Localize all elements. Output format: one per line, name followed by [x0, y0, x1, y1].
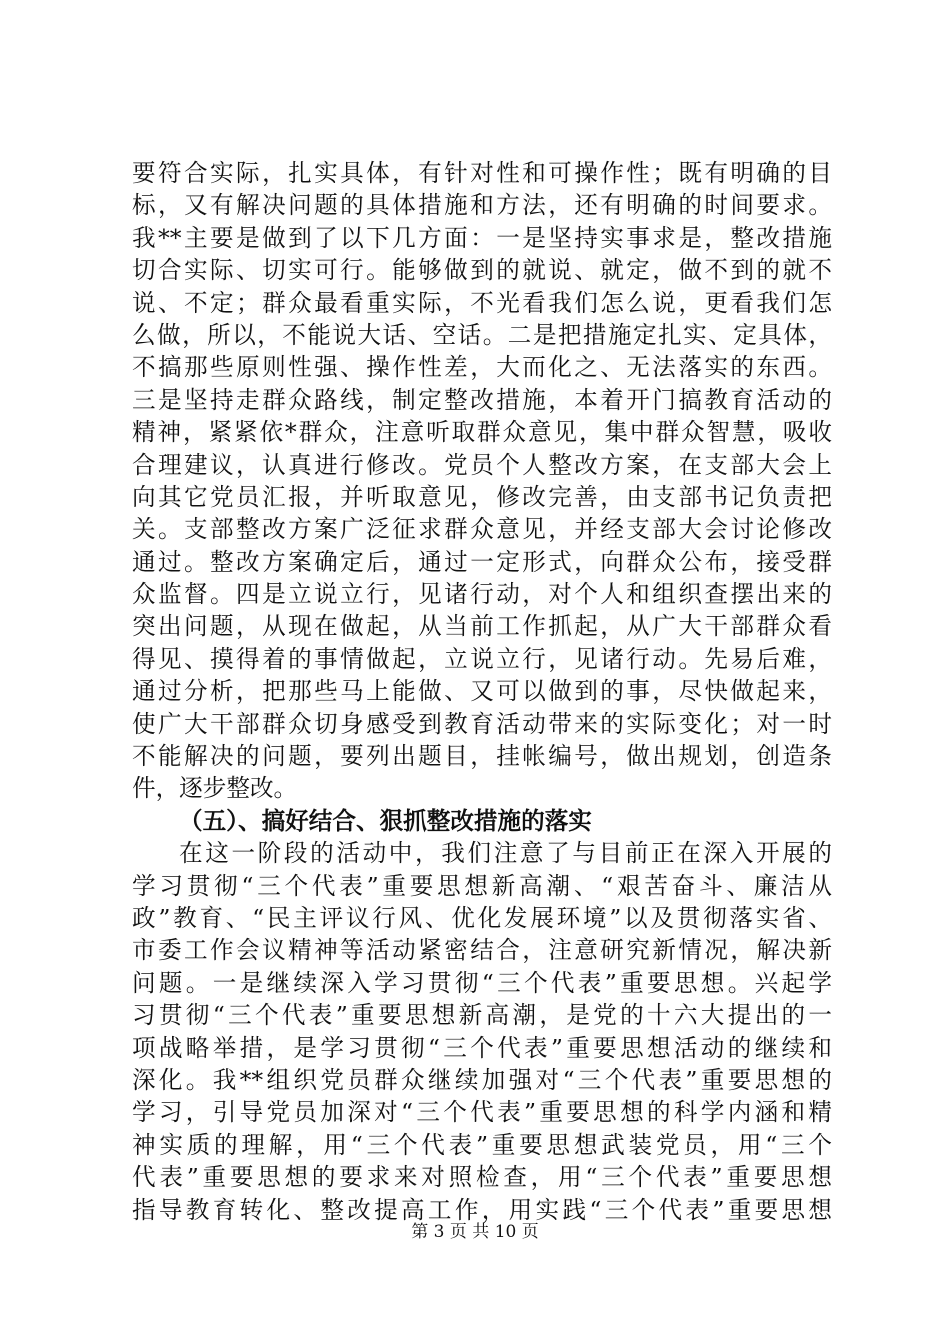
- text-line: 神实质的理解，用“三个代表”重要思想武装党员，用“三个: [132, 1130, 832, 1159]
- text-line: 精神，紧紧依*群众，注意听取群众意见，集中群众智慧，吸收: [132, 418, 832, 447]
- text-line: 得见、摸得着的事情做起，立说立行，见诸行动。先易后难，: [132, 644, 832, 673]
- text-line: 切合实际、切实可行。能够做到的就说、就定，做不到的就不: [132, 256, 832, 285]
- text-line: 众监督。四是立说立行，见诸行动，对个人和组织查摆出来的: [132, 580, 832, 609]
- text-line: 问题。一是继续深入学习贯彻“三个代表”重要思想。兴起学: [132, 968, 832, 997]
- text-line: 使广大干部群众切身感受到教育活动带来的实际变化；对一时: [132, 709, 832, 738]
- document-body: [132, 157, 832, 1226]
- text-line: 政”教育、“民主评议行风、优化发展环境”以及贯彻落实省、: [132, 903, 832, 932]
- paragraph-first-line: 在这一阶段的活动中，我们注意了与目前正在深入开展的: [179, 839, 832, 868]
- text-line: 习贯彻“三个代表”重要思想新高潮，是党的十六大提出的一: [132, 1001, 832, 1030]
- text-line: 三是坚持走群众路线，制定整改措施，本着开门搞教育活动的: [132, 385, 832, 414]
- text-line: 关。支部整改方案广泛征求群众意见，并经支部大会讨论修改: [132, 515, 832, 544]
- text-line: 代表”重要思想的要求来对照检查，用“三个代表”重要思想: [132, 1163, 832, 1192]
- text-line: 学习贯彻“三个代表”重要思想新高潮、“艰苦奋斗、廉洁从: [132, 871, 832, 900]
- text-line: 深化。我**组织党员群众继续加强对“三个代表”重要思想的: [132, 1065, 832, 1094]
- text-line: 要符合实际，扎实具体，有针对性和可操作性；既有明确的目: [132, 159, 832, 187]
- text-line: 不能解决的问题，要列出题目，挂帐编号，做出规划，创造条: [132, 742, 832, 771]
- text-line: 项战略举措，是学习贯彻“三个代表”重要思想活动的继续和: [132, 1033, 832, 1062]
- text-line: 向其它党员汇报，并听取意见，修改完善，由支部书记负责把: [132, 482, 832, 511]
- text-line: 说、不定；群众最看重实际，不光看我们怎么说，更看我们怎: [132, 288, 832, 317]
- text-line: 指导教育转化、整改提高工作，用实践“三个代表”重要思想: [132, 1195, 832, 1224]
- text-line: 么做，所以，不能说大话、空话。二是把措施定扎实、定具体，: [132, 320, 832, 349]
- text-line: 标，又有解决问题的具体措施和方法，还有明确的时间要求。: [132, 191, 832, 220]
- text-line: 通过。整改方案确定后，通过一定形式，向群众公布，接受群: [132, 547, 832, 576]
- text-line: 市委工作会议精神等活动紧密结合，注意研究新情况，解决新: [132, 936, 832, 965]
- paragraph-last-line: 件，逐步整改。: [132, 774, 298, 803]
- text-line: 我**主要是做到了以下几方面：一是坚持实事求是，整改措施: [132, 223, 832, 252]
- text-line: 通过分析，把那些马上能做、又可以做到的事，尽快做起来，: [132, 677, 832, 706]
- page-number-footer: 第 3 页 共 10 页: [411, 1222, 539, 1242]
- text-line: 突出问题，从现在做起，从当前工作抓起，从广大干部群众看: [132, 612, 832, 641]
- section-heading: （五）、搞好结合、狠抓整改措施的落实: [179, 806, 592, 835]
- text-line: 学习，引导党员加深对“三个代表”重要思想的科学内涵和精: [132, 1098, 832, 1127]
- text-line: 不搞那些原则性强、操作性差，大而化之、无法落实的东西。: [132, 353, 832, 382]
- text-line: 合理建议，认真进行修改。党员个人整改方案，在支部大会上: [132, 450, 832, 479]
